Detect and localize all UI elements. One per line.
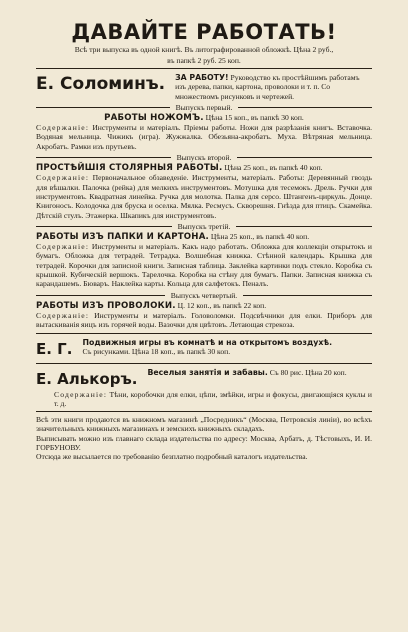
footer: [36, 415, 372, 461]
book-contents: Содержаніе: Инструменты и матеріалъ. Головоломки. Подсвѣчники для елки. Приборъ для вытаскиванія яицъ изъ горячей воды. Вазочки для цвѣтовъ. Летающая стрекоза.: [36, 310, 372, 330]
eg-price: Съ рисунками. Цѣна 18 коп., въ папкѣ 30 коп.: [82, 346, 231, 356]
book-title-line: [36, 113, 372, 123]
page-title: ДАВАЙТЕ РАБОТАТЬ!: [71, 20, 337, 44]
volume-header: Выпускъ третій.: [36, 222, 372, 231]
solomin-description: [175, 73, 372, 101]
alkor-price: Съ 80 рис. Цѣна 20 коп.: [269, 367, 347, 377]
book-price: Ц. 12 коп., въ папкѣ 22 коп.: [177, 300, 267, 310]
divider: [36, 68, 372, 69]
volume-2: [36, 153, 372, 220]
volume-header: Выпускъ четвертый.: [36, 291, 372, 300]
book-contents: Содержаніе: Инструменты и матеріалъ. Какъ надо работать. Обложка для коллекціи открытокъ и бумагъ. Обложка для тетрадей. Тетрадка. Волшебная книжка. Стѣнной календарь. Крышка для тетрадей. Корочки для записной книги. Записная таблица. Заклейка картинки подъ стекло. Коробка съ крышкой. Кубическій вершокъ. Тарелочка. Коробка на стѣну для бумагъ. Папки. Записная книжка съ карандашемъ. Бюваръ. Наклейка карты. Кольца для салфетокъ. Пеналъ.: [36, 242, 372, 289]
author-eg: Е. Г.: [36, 339, 73, 358]
book-price: Цѣна 25 коп., въ папкѣ 40 коп.: [224, 163, 323, 173]
book-title: РАБОТЫ НОЖОМЪ.: [104, 112, 204, 123]
alkor-title-line: [147, 368, 372, 377]
solomin-description-text: Руководство къ простѣйшимъ работамъ изъ дерева, папки, картона, проволоки и т. п. Со множествомъ рисунковъ и чертежей.: [175, 73, 360, 101]
book-title: РАБОТЫ ИЗЪ ПАПКИ И КАРТОНА.: [36, 231, 210, 242]
book-title: ПРОСТѢЙШІЯ СТОЛЯРНЫЯ РАБОТЫ.: [36, 163, 223, 174]
solomin-slogan: ЗА РАБОТУ!: [175, 73, 229, 82]
eg-entry: [36, 338, 372, 360]
book-title-line: [36, 232, 372, 242]
volume-1: [36, 103, 372, 151]
footer-paragraph-1: Всѣ эти книги продаются въ книжномъ магазинѣ „Посредникъ“ (Москва, Петровскія линіи), во всѣхъ значительныхъ книжныхъ магазинахъ и земскихъ книжныхъ складахъ.: [36, 415, 372, 434]
alkor-contents: Содержаніе: Тѣни, коробочки для елки, цѣпи, змѣйки, игры и фокусы, двигающіяся куклы и т. д.: [54, 389, 372, 408]
volume-header: Выпускъ первый.: [36, 103, 372, 112]
divider: [36, 333, 372, 334]
footer-paragraph-3: Отсюда же высылается по требованію безплатно подробный каталогъ издательства.: [36, 452, 308, 462]
author-solomin: Е. Соломинъ.: [36, 74, 166, 94]
volume-3: [36, 222, 372, 289]
subtitle-line-2: въ папкѣ 2 руб. 25 коп.: [167, 55, 241, 65]
volume-4: [36, 291, 372, 330]
subtitle-line-1: Всѣ три выпуска въ одной книгѣ. Въ литографированной обложкѣ. Цѣна 2 руб.,: [74, 45, 334, 54]
eg-book-title: Подвижныя игры въ комнатѣ и на открытомъ воздухѣ.: [82, 337, 333, 347]
alkor-entry: [36, 368, 372, 390]
book-title: РАБОТЫ ИЗЪ ПРОВОЛОКИ.: [36, 300, 176, 311]
divider: [36, 363, 372, 364]
solomin-header: [36, 73, 372, 101]
volume-header: Выпускъ второй.: [36, 153, 372, 162]
book-title-line: [36, 301, 372, 311]
alkor-book-title: Веселыя занятія и забавы.: [147, 367, 268, 377]
footer-paragraph-2: Выписывать можно изъ главнаго склада издательства по адресу: Москва, Арбатъ, д. Тѣстовыхъ, И. И. ГОРБУНОВУ.: [36, 433, 372, 453]
eg-details: [82, 338, 372, 357]
book-price: Цѣна 25 коп., въ папкѣ 40 коп.: [210, 231, 310, 241]
divider: [36, 411, 372, 412]
book-title-line: [36, 163, 372, 173]
book-contents: Содержаніе: Первоначальное обзаведеніе. Инструменты, матеріалъ. Работы: Деревянный гвоздь для вѣшалки. Палочка (рейка) для мелкихъ инструментовъ. Мотушка для тесемокъ. Дрель. Ручки для инструментовъ. Квадратная линейка. Ручка для молотка. Палка для серсо. Штангенъ-циркуль. Донце. Книгоносъ. Колодочка для бруска и оселка. Мялка. Ресмусъ. Скворешня. Гнѣзда для птицъ. Скамейка. Дѣтскій стулъ. Этажерка. Шкапикъ для инструментовъ.: [36, 173, 372, 220]
book-price: Цѣна 15 коп., въ папкѣ 30 коп.: [205, 112, 304, 122]
author-alkor: Е. Алькоръ.: [36, 369, 138, 388]
book-contents: Содержаніе: Инструменты и матеріалъ. Пріемы работы. Ножи для разрѣзанія книгъ. Вставочка. Водяная мельница. Чижикъ (игра). Жужжалка. Обезьяна-акробатъ. Муха. Вѣтряная мельница. Акробатъ. Рамки изъ прутьевъ.: [36, 123, 372, 151]
